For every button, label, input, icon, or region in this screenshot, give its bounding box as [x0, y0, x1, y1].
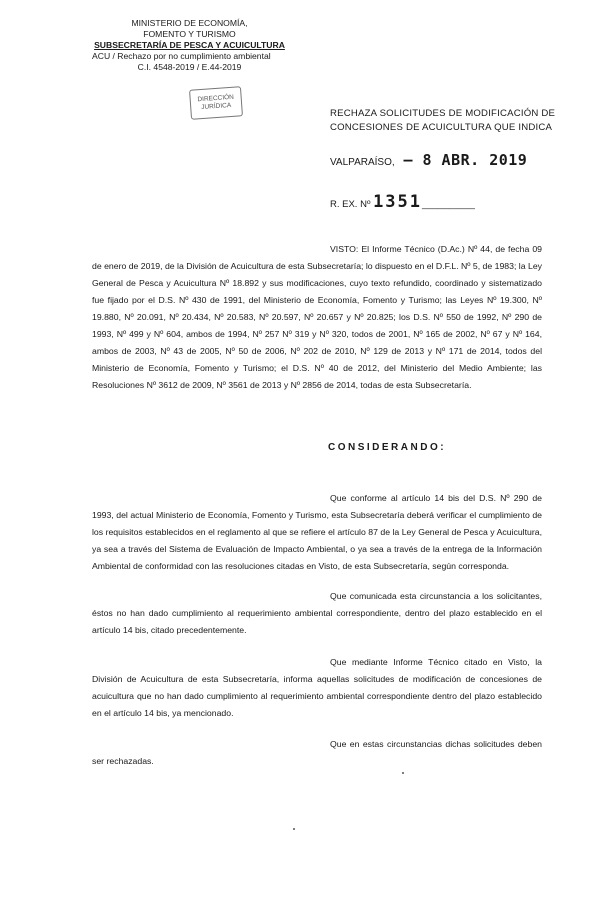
considerando-paragraph-2: Que comunicada esta circunstancia a los solicitantes, éstos no han dado cumplimiento al requerimiento ambiental correspondiente, dentro del plazo establecido en el artículo 14 bis, citado precedentemente. — [92, 591, 542, 635]
rex-label: R. EX. Nº — [330, 199, 371, 210]
office-stamp — [189, 86, 243, 120]
date-stamp: – 8 ABR. 2019 — [403, 151, 528, 169]
stamp-line-2: JURÍDICA — [201, 101, 232, 112]
stamp-line-1: DIRECCIÓN — [197, 93, 235, 104]
case-code: C.I. 4548-2019 / E.44-2019 — [137, 62, 242, 72]
ministry-line-1: MINISTERIO DE ECONOMÍA, — [131, 18, 248, 28]
subsecretaria-line: SUBSECRETARÍA DE PESCA Y ACUICULTURA — [94, 40, 285, 50]
letterhead — [92, 18, 287, 73]
considerando-paragraph-4: Que en estas circunstancias dichas solicitudes deben ser rechazadas. — [92, 739, 542, 766]
considerando-paragraph-3: Que mediante Informe Técnico citado en Visto, la División de Acuicultura de esta Subsecretaría, informa aquellas solicitudes de modificación de concesiones de acuicultura que no han dado cumplimiento al requerimiento ambiental correspondiente dentro del plazo establecido en el artículo 14 bis, ya mencionado. — [92, 657, 542, 718]
place-date-line — [330, 151, 527, 169]
rex-underline: __________ — [422, 199, 475, 210]
place: VALPARAÍSO, — [330, 157, 395, 168]
reference-line: ACU / Rechazo por no cumplimiento ambiental — [92, 51, 271, 61]
visto-paragraph: VISTO: El Informe Técnico (D.Ac.) Nº 44, de fecha 09 de enero de 2019, de la División de Acuicultura de esta Subsecretaría; lo dispuesto en el D.F.L. Nº 5, de 1983; la Ley General de Pesca y Acuicultura Nº 18.892 y sus modificaciones, cuyo texto refundido, coordinado y sistematizado fue fijado por el D.S. Nº 430 de 1991, del Ministerio de Economía, Fomento y Turismo; las Leyes Nº 19.300, Nº 19.880, Nº 20.091, Nº 20.434, Nº 20.583, Nº 20.597, Nº 20.657 y Nº 20.825; los D.S. Nº 550 de 1992, Nº 290 de 1993, Nº 499 y Nº 604, ambos de 1994, Nº 257 Nº 319 y Nº 320, todos de 2001, Nº 165 de 2002, Nº 67 y Nº 164, ambos de 2003, Nº 43 de 2005, Nº 50 de 2006, Nº 202 de 2010, Nº 129 de 2013 y Nº 171 de 2014, todos del Ministerio de Economía, Fomento y Turismo; el D.S. Nº 40 de 2012, del Ministerio del Medio Ambiente; las Resoluciones Nº 3612 de 2009, Nº 3561 de 2013 y Nº 2856 de 2014, todas de esta Subsecretaría. — [92, 244, 542, 390]
document-title: RECHAZA SOLICITUDES DE MODIFICACIÓN DE CONCESIONES DE ACUICULTURA QUE INDICA — [330, 108, 556, 133]
scan-speck — [402, 772, 404, 774]
scan-speck — [293, 828, 295, 830]
resolution-number-line — [330, 192, 475, 212]
considerando-heading: CONSIDERANDO: — [328, 442, 447, 453]
considerando-paragraph-1: Que conforme al artículo 14 bis del D.S. Nº 290 de 1993, del actual Ministerio de Economía, Fomento y Turismo, esta Subsecretaría deberá verificar el cumplimiento de los requisitos establecidos en el reglamento al que se refiere el artículo 87 de la Ley General de Pesca y Acuicultura, ya sea a través del Sistema de Evaluación de Impacto Ambiental, o ya sea a través de la entrega de la Información Ambiental de conformidad con las resoluciones citadas en Visto, de esta Subsecretaría, según corresponda. — [92, 493, 542, 571]
rex-number: 1351 — [373, 192, 423, 212]
ministry-line-2: FOMENTO Y TURISMO — [143, 29, 236, 39]
